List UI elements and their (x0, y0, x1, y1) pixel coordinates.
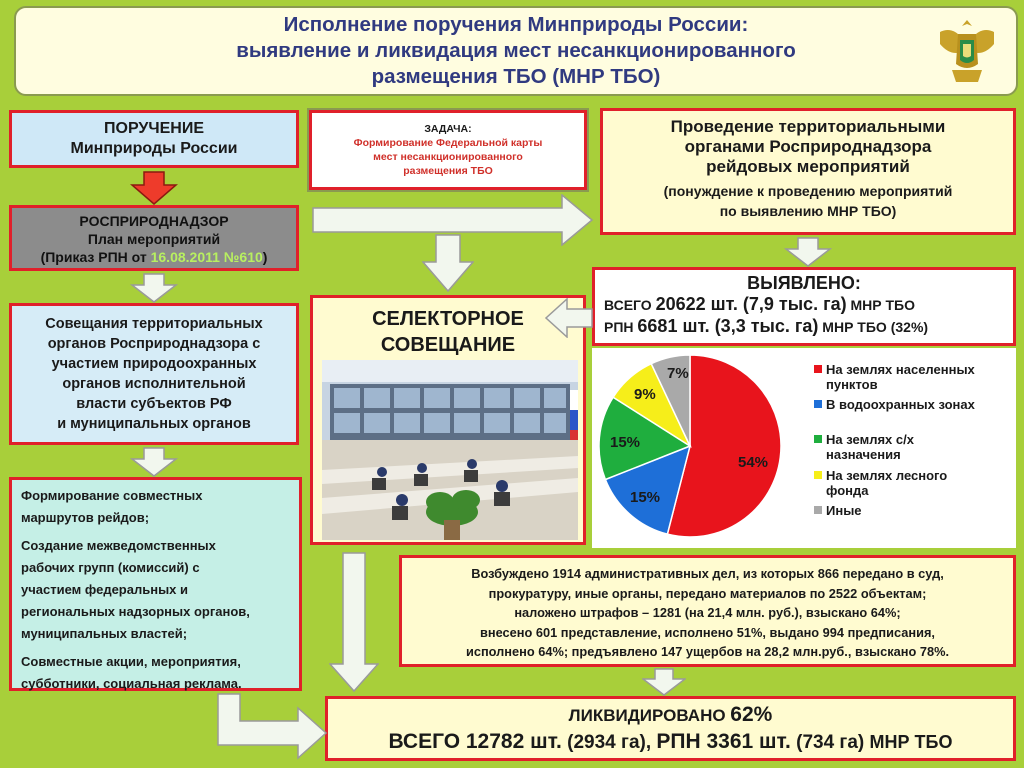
bent-arrow-icon (216, 693, 328, 763)
down-arrow-icon-2 (130, 447, 178, 477)
vozbuzhdeno-line-4: внесено 601 представление, исполнено 51%, выдано 994 предписания, (480, 624, 935, 640)
provedenie-sub-2: по выявлению МНР ТБО) (719, 203, 897, 219)
legend-text-settlements-1: На землях населенных (826, 362, 975, 377)
formirovanie-3-line-1: Совместные акции, мероприятия, (21, 654, 241, 669)
provedenie-box (600, 108, 1016, 235)
down-arrow-icon-1 (130, 273, 178, 303)
legend-text-forest-2: фонда (826, 483, 869, 498)
legend-text-agri-2: назначения (826, 447, 901, 462)
zadacha-line-1: Формирование Федеральной карты (353, 137, 543, 149)
legend-item-other (814, 503, 862, 518)
eagle-emblem-icon (932, 12, 1002, 90)
likvidirovano-mnr: МНР ТБО (869, 732, 953, 752)
zadacha-line-2: мест несанкционированного (373, 151, 523, 163)
soveshchaniya-box (9, 303, 299, 445)
legend-swatch-blue (814, 400, 822, 408)
legend-swatch-gray (814, 506, 822, 514)
legend-swatch-green (814, 435, 822, 443)
soveshchaniya-line-1: Совещания территориальных (45, 316, 263, 332)
likvidirovano-line-2 (328, 729, 1013, 757)
rpn-plan-line-2: План мероприятий (87, 231, 221, 247)
rpn-plan-line-1: РОСПРИРОДНАДЗОР (79, 213, 229, 229)
vyyavleno-row-2 (595, 316, 1013, 338)
title-line-2: выявление и ликвидация мест несанкционированного (236, 39, 796, 62)
likvidirovano-line-1 (328, 703, 1013, 729)
control-room-photo (322, 360, 578, 540)
formirovanie-1-line-2: маршрутов рейдов; (21, 510, 150, 525)
vyyavleno-r2-b: 6681 шт. (3,3 тыс. га) (637, 316, 819, 336)
formirovanie-item-1 (21, 485, 299, 529)
pie-label-15-blue: 15% (630, 489, 661, 506)
vyyavleno-r1-c: МНР ТБО (846, 297, 915, 313)
pie-label-54: 54% (738, 454, 769, 471)
formirovanie-box (9, 477, 302, 691)
soveshchaniya-line-3: участием природоохранных (51, 356, 257, 372)
formirovanie-2-line-5: муниципальных властей; (21, 626, 188, 641)
vyyavleno-r2-a: РПН (604, 319, 638, 335)
formirovanie-2-line-2: рабочих групп (комиссий) с (21, 560, 200, 575)
provedenie-line-1: Проведение территориальными (670, 117, 946, 136)
legend-swatch-yellow (814, 471, 822, 479)
likvidirovano-percent: 62% (730, 703, 773, 726)
title-line-3: размещения ТБО (МНР ТБО) (371, 65, 661, 88)
zadacha-label: ЗАДАЧА: (424, 123, 472, 135)
vozbuzhdeno-box (399, 555, 1016, 667)
rpn-plan-order-suffix: ) (262, 249, 268, 265)
left-arrow-icon-chart (545, 298, 593, 338)
vyyavleno-r2-c: МНР ТБО (32%) (818, 319, 929, 335)
zadacha-line-3: размещения ТБО (403, 165, 493, 177)
vyyavleno-box (592, 267, 1016, 346)
vozbuzhdeno-line-5: исполнено 64%; предъявлено 147 ущербов на 28,2 млн.руб., взыскано 78%. (465, 644, 950, 659)
provedenie-line-2: органами Росприроднадзора (684, 137, 932, 156)
pie-label-7: 7% (667, 365, 689, 382)
zadacha-box (309, 110, 587, 190)
likvidirovano-label: ЛИКВИДИРОВАНО (568, 706, 731, 725)
vyyavleno-r1-b: 20622 шт. (7,9 тыс. га) (655, 294, 847, 314)
legend-swatch-red (814, 365, 822, 373)
legend-text-other: Иные (826, 503, 862, 518)
likvidirovano-total: ВСЕГО 12782 шт. (388, 730, 562, 753)
title-line-1: Исполнение поручения Минприроды России: (283, 13, 749, 36)
legend-text-settlements-2: пунктов (826, 377, 878, 392)
selektor-line-2: СОВЕЩАНИЕ (380, 334, 516, 356)
porucheniye-line-2: Минприроды России (70, 140, 238, 157)
rpn-plan-order-number: 16.08.2011 №610 (150, 249, 263, 265)
vozbuzhdeno-line-2: прокуратуру, иные органы, передано материалов по 2522 объектам; (488, 585, 927, 601)
provedenie-sub-1: (понуждение к проведению мероприятий (663, 183, 953, 199)
formirovanie-3-line-2: субботники, социальная реклама. (21, 676, 242, 691)
formirovanie-item-3 (21, 651, 299, 695)
rpn-plan-order (12, 248, 296, 266)
porucheniye-box (9, 110, 299, 168)
legend-text-forest-1: На землях лесного (826, 468, 948, 483)
red-down-arrow-icon (130, 171, 178, 205)
down-arrow-icon-liquid (642, 668, 686, 696)
formirovanie-1-line-1: Формирование совместных (21, 488, 203, 503)
pie-chart-panel (592, 348, 1016, 548)
title-banner (14, 6, 1018, 96)
selektor-line-1: СЕЛЕКТОРНОЕ (372, 308, 524, 330)
legend-item-settlements (814, 362, 975, 392)
legend-text-agri-1: На землях с/х (826, 432, 914, 447)
vyyavleno-title: ВЫЯВЛЕНО: (747, 273, 861, 293)
pie-label-9: 9% (634, 386, 656, 403)
legend-text-water: В водоохранных зонах (826, 397, 975, 412)
pie-label-15-green: 15% (610, 434, 641, 451)
formirovanie-2-line-3: участием федеральных и (21, 582, 189, 597)
vyyavleno-r1-a: ВСЕГО (604, 297, 656, 313)
provedenie-line-3: рейдовых мероприятий (706, 157, 910, 176)
legend-item-agri (814, 432, 914, 462)
likvidirovano-rpn-area: (734 га) (790, 732, 870, 753)
formirovanie-item-2 (21, 535, 299, 645)
legend-item-forest (814, 468, 947, 498)
down-arrow-icon-selektor (422, 234, 474, 292)
soveshchaniya-line-6: и муниципальных органов (57, 416, 251, 432)
formirovanie-2-line-1: Создание межведомственных (21, 538, 216, 553)
likvidirovano-rpn: РПН 3361 шт. (656, 730, 791, 753)
vyyavleno-row-1 (595, 294, 1013, 316)
rpn-plan-order-prefix: (Приказ РПН от (40, 249, 151, 265)
vozbuzhdeno-line-3: наложено штрафов – 1281 (на 21,4 млн. руб.), взыскано 64%; (514, 605, 901, 620)
legend-item-water (814, 397, 975, 412)
soveshchaniya-line-2: органов Росприроднадзора с (47, 336, 261, 352)
rpn-plan-box (9, 205, 299, 271)
down-arrow-icon-vyyavleno (784, 237, 832, 267)
vozbuzhdeno-line-1: Возбуждено 1914 административных дел, из которых 866 передано в суд, (471, 566, 944, 581)
soveshchaniya-line-4: органов исполнительной (62, 376, 246, 392)
porucheniye-line-1: ПОРУЧЕНИЕ (104, 120, 204, 137)
soveshchaniya-line-5: власти субъектов РФ (76, 396, 232, 412)
long-down-arrow-icon (329, 552, 379, 692)
formirovanie-2-line-4: региональных надзорных органов, (21, 604, 250, 619)
likvidirovano-box (325, 696, 1016, 761)
likvidirovano-total-area: (2934 га), (561, 732, 657, 753)
